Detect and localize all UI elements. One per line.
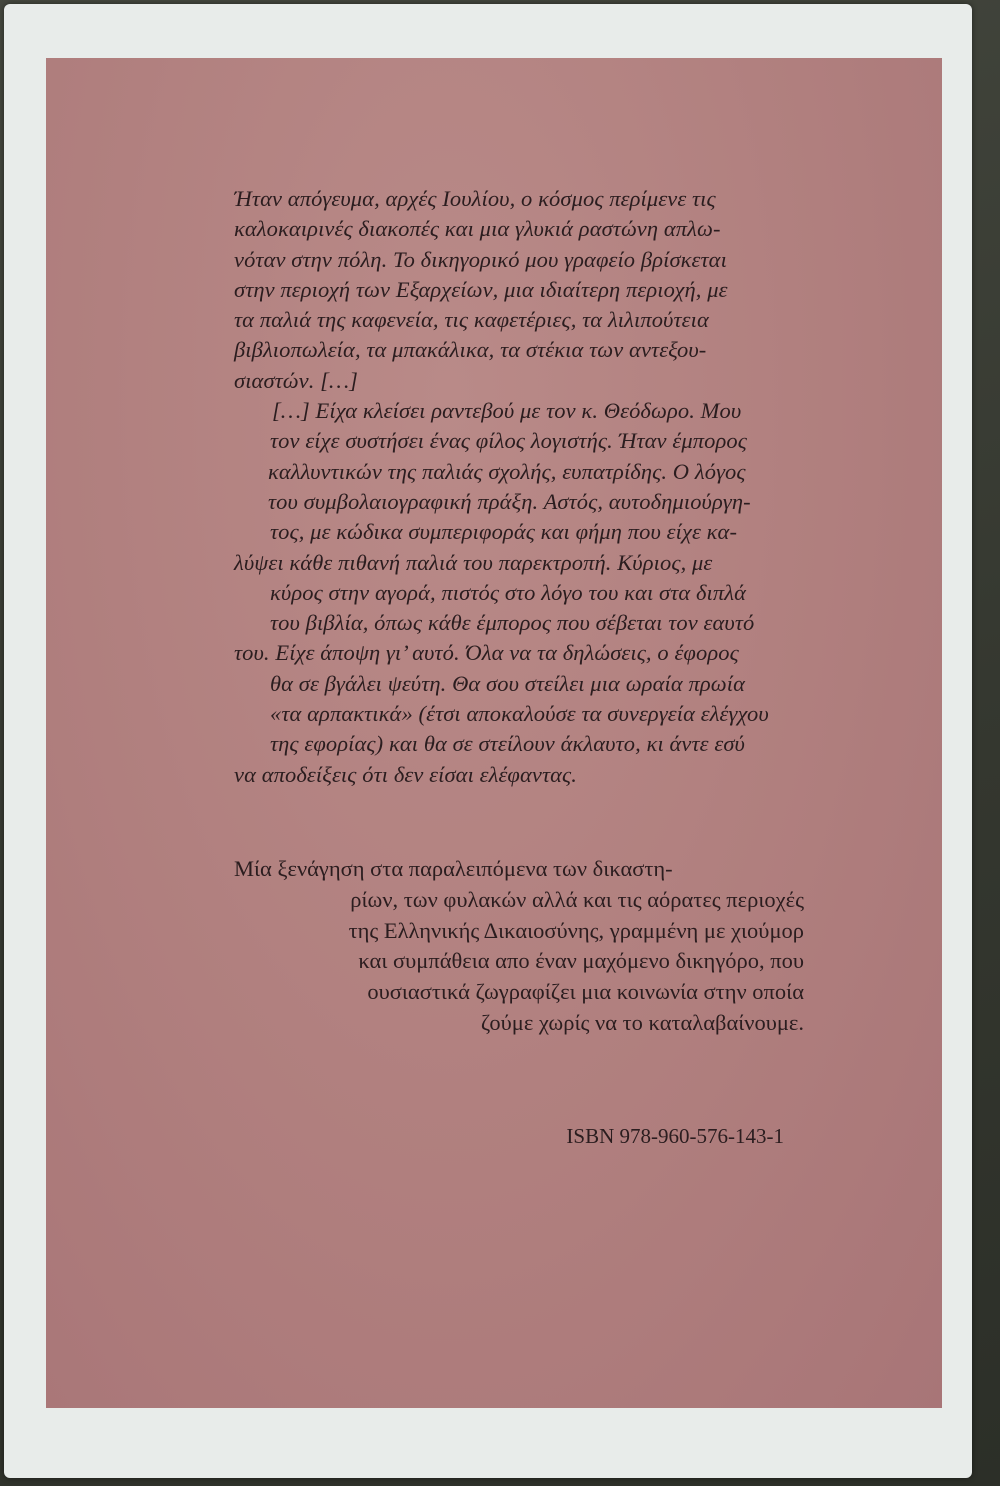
- excerpt-line: καλοκαιρινές διακοπές και μια γλυκιά ραστώνη απλω-: [234, 216, 721, 242]
- excerpt-line: νόταν στην πόλη. Το δικηγορικό μου γραφείο βρίσκεται: [234, 246, 727, 272]
- excerpt-line: τα παλιά της καφενεία, τις καφετέριες, τα λιλιπούτεια: [234, 307, 709, 333]
- blurb-line: της Ελληνικής Δικαιοσύνης, γραμμένη με χιούμορ: [348, 917, 804, 943]
- excerpt-line: καλλυντικών της παλιάς σχολής, ευπατρίδης. Ο λόγος: [268, 458, 746, 484]
- excerpt-line: κύρος στην αγορά, πιστός στο λόγο του και στα διπλά: [270, 579, 747, 605]
- excerpt-line: της εφορίας) και θα σε στείλουν άκλαυτο, κι άντε εσύ: [270, 731, 745, 757]
- excerpt-line: στην περιοχή των Εξαρχείων, μια ιδιαίτερη περιοχή, με: [234, 276, 728, 302]
- excerpt-line: βιβλιοπωλεία, τα μπακάλικα, τα στέκια των αντεξου-: [234, 337, 707, 363]
- excerpt-line: να αποδείξεις ότι δεν είσαι ελέφαντας.: [234, 761, 577, 787]
- blurb-line: ουσιαστικά ζωγραφίζει μια κοινωνία στην οποία: [367, 979, 804, 1005]
- excerpt-line: «τα αρπακτικά» (έτσι αποκαλούσε τα συνεργεία ελέγχου: [270, 701, 769, 727]
- excerpt-text-block: [234, 184, 804, 790]
- blurb-text-block: [234, 854, 804, 1039]
- isbn-label: ISBN 978-960-576-143-1: [566, 1124, 784, 1148]
- excerpt-line: Ήταν απόγευμα, αρχές Ιουλίου, ο κόσμος περίμενε τις: [234, 186, 716, 211]
- excerpt-line: τον είχε συστήσει ένας φίλος λογιστής. Ήταν έμπορος: [270, 428, 747, 454]
- excerpt-line: λύψει κάθε πιθανή παλιά του παρεκτροπή. Κύριος, με: [234, 549, 713, 575]
- blurb-line: ζούμε χωρίς να το καταλαβαίνουμε.: [480, 1009, 804, 1035]
- excerpt-line: του. Είχε άποψη γι’ αυτό. Όλα να τα δηλώσεις, ο έφορος: [234, 640, 739, 666]
- excerpt-line: θα σε βγάλει ψεύτη. Θα σου στείλει μια ωραία πρωία: [270, 670, 745, 696]
- excerpt-line: […] Είχα κλείσει ραντεβού με τον κ. Θεόδωρο. Μου: [272, 398, 742, 424]
- excerpt-line: του συμβολαιογραφική πράξη. Αστός, αυτοδημιούργη-: [268, 488, 751, 514]
- excerpt-line: τος, με κώδικα συμπεριφοράς και φήμη που είχε κα-: [270, 519, 738, 545]
- blurb-line: Μία ξενάγηση στα παραλειπόμενα των δικαστη-: [234, 856, 673, 881]
- excerpt-line: σιαστών. […]: [234, 367, 358, 393]
- excerpt-line: του βιβλία, όπως κάθε έμπορος που σέβεται τον εαυτό: [270, 610, 755, 636]
- blurb-line: και συμπάθεια απο έναν μαχόμενο δικηγόρο, που: [358, 948, 804, 974]
- blurb-line: ρίων, των φυλακών αλλά και τις αόρατες περιοχές: [350, 886, 804, 912]
